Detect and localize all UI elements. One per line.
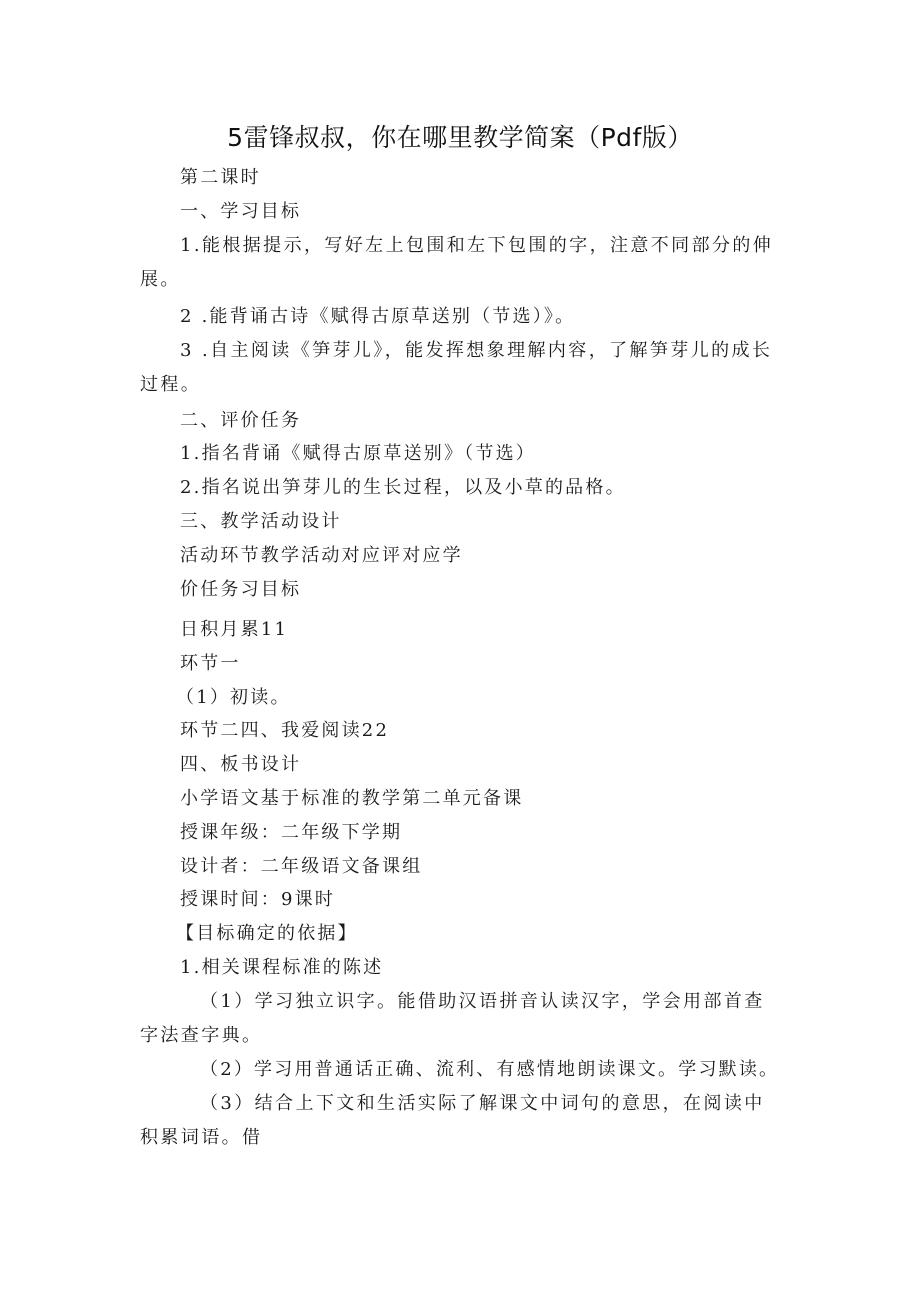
section-heading: 【目标确定的依据】 bbox=[176, 923, 358, 944]
text-line: 价任务习目标 bbox=[180, 579, 302, 600]
document-title: 5雷锋叔叔，你在哪里教学简案（Pdf版） bbox=[227, 123, 693, 152]
text-line: 日积月累11 bbox=[180, 619, 289, 640]
text-line: 授课时间：9课时 bbox=[180, 889, 336, 910]
text-line: （1）初读。 bbox=[176, 687, 291, 708]
text-line: 设计者：二年级语文备课组 bbox=[180, 856, 423, 877]
text-line: 活动环节教学活动对应评对应学 bbox=[180, 545, 463, 566]
text-line: 2.指名说出笋芽儿的生长过程，以及小草的品格。 bbox=[180, 477, 626, 498]
paragraph: （1）学习独立识字。能借助汉语拼音认读汉字，学会用部首查字法查字典。 bbox=[140, 991, 765, 1046]
text-line: 第二课时 bbox=[180, 167, 261, 188]
text-line: 1.指名背诵《赋得古原草送别》（节选） bbox=[180, 443, 536, 464]
paragraph: 3 .自主阅读《笋芽儿》，能发挥想象理解内容，了解笋芽儿的成长过程。 bbox=[140, 340, 773, 395]
paragraph: 1.能根据提示，写好左上包围和左下包围的字，注意不同部分的伸展。 bbox=[140, 235, 774, 290]
text-line: 环节二四、我爱阅读22 bbox=[180, 720, 390, 741]
section-heading: 三、教学活动设计 bbox=[180, 511, 342, 532]
text-line: 授课年级：二年级下学期 bbox=[180, 822, 403, 843]
text-line: 1.相关课程标准的陈述 bbox=[180, 957, 384, 978]
section-heading: 二、评价任务 bbox=[180, 410, 302, 431]
section-heading: 四、板书设计 bbox=[180, 754, 302, 775]
text-line: 环节一 bbox=[180, 653, 241, 674]
text-line: 小学语文基于标准的教学第二单元备课 bbox=[180, 788, 524, 809]
paragraph: （3）结合上下文和生活实际了解课文中词句的意思，在阅读中积累词语。借 bbox=[140, 1093, 765, 1148]
text-line: 2 .能背诵古诗《赋得古原草送别（节选）》。 bbox=[180, 306, 576, 327]
section-heading: 一、学习目标 bbox=[180, 201, 302, 222]
text-line: （2）学习用普通话正确、流利、有感情地朗读课文。学习默读。 bbox=[200, 1059, 780, 1080]
